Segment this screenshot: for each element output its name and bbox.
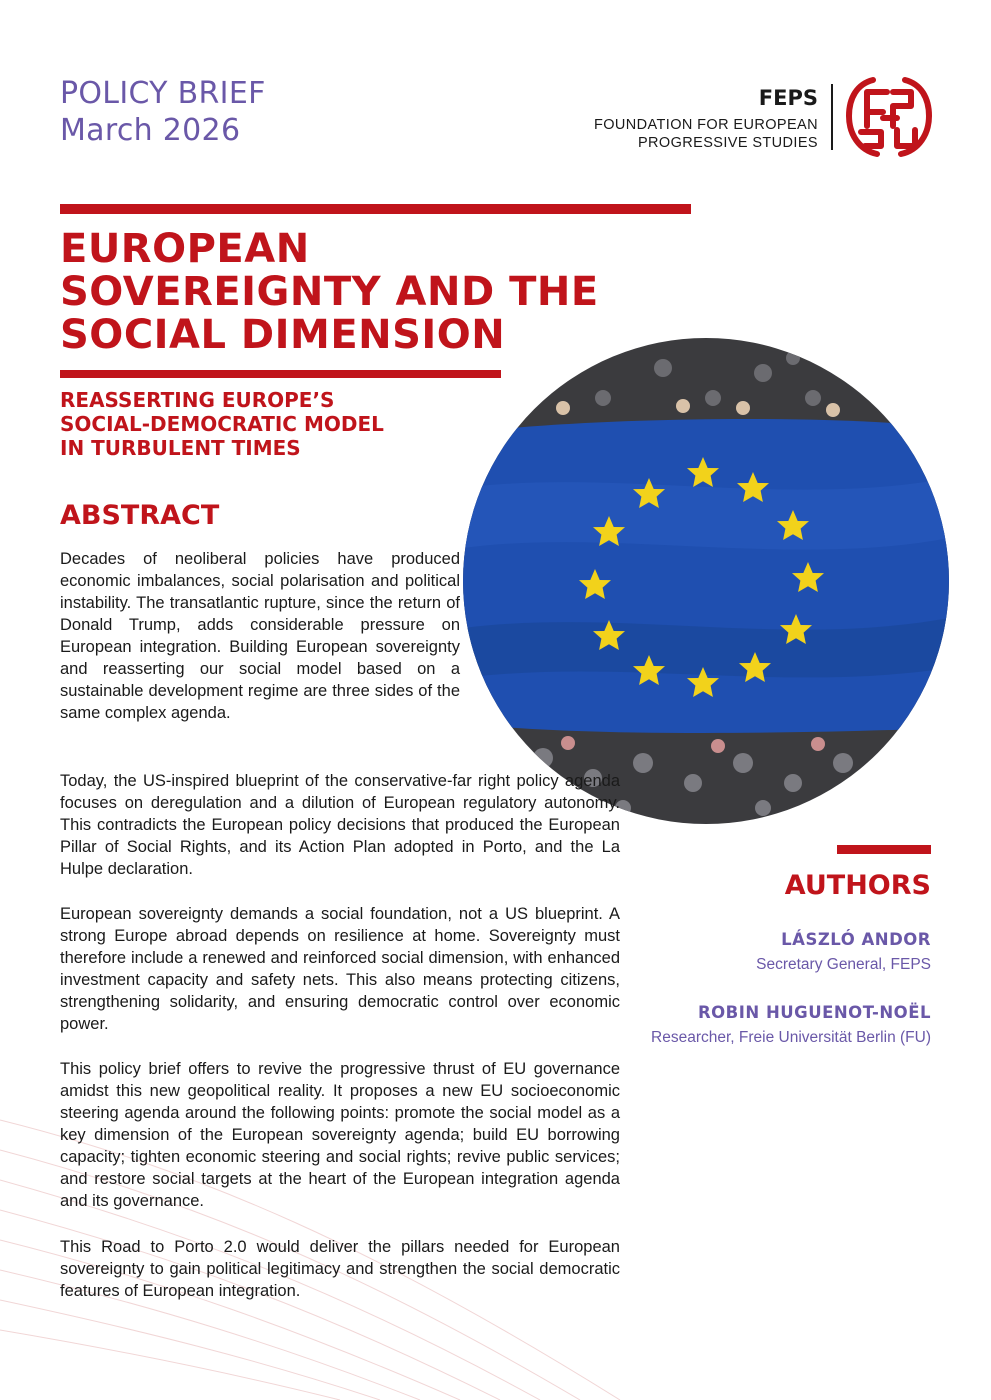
abstract-paragraph-1: Decades of neoliberal policies have produced economic imbalances, social polarisation and political instability. The transatlantic rupture, since the return of Donald Trump, adds considerable pressure on European integration. Building European sovereignty and reasserting our social model based on a sustainable development regime are three sides of the same complex agenda. xyxy=(60,550,460,722)
document-subtitle-line1: REASSERTING EUROPE’S xyxy=(60,388,335,412)
author-role-2: Researcher, Freie Universität Berlin (FU) xyxy=(651,1029,931,1046)
title-bottom-rule xyxy=(60,370,501,378)
abstract-paragraph-3: European sovereignty demands a social foundation, not a US blueprint. A strong Europe abroad depends on resilience at home. Sovereignty must therefore include a renewed and reinforced social dimension, with enhanced investment capacity and safety nets. This also means protecting citizens, strengthening solidarity, and ensuring democratic control over economic power. xyxy=(60,905,620,1033)
abstract-paragraph-4: This policy brief offers to revive the progressive thrust of EU governance amidst this new geopolitical reality. It proposes a new EU socioeconomic steering agenda around the following points: promote the social model as a key dimension of the European sovereignty agenda; build EU borrowing capacity; tighten economic steering and social rights; revive public services; and restore social targets at the heart of the European integration agenda and its governance. xyxy=(60,1060,620,1210)
publication-date: March 2026 xyxy=(60,113,241,148)
author-role-1: Secretary General, FEPS xyxy=(756,956,931,973)
document-title-line2: SOVEREIGNTY AND THE xyxy=(60,269,599,315)
abstract-paragraph-5: This Road to Porto 2.0 would deliver the pillars needed for European sovereignty to gain political legitimacy and strengthen the social democratic features of European integration. xyxy=(60,1238,620,1300)
document-title xyxy=(60,228,680,357)
abstract-paragraph-2: Today, the US-inspired blueprint of the conservative-far right policy agenda focuses on deregulation and a dilution of European regulatory autonomy. This contradicts the European policy decisions that produced the European Pillar of Social Rights, and its Action Plan adopted in Porto, and the La Hulpe declaration. xyxy=(60,772,620,878)
brief-type-label: POLICY BRIEF xyxy=(60,76,266,111)
authors-rule xyxy=(837,845,931,854)
eu-flag-illustration xyxy=(463,338,949,824)
title-top-rule xyxy=(60,204,691,214)
organization-full-name xyxy=(594,116,818,152)
eu-flag-crowd-photo xyxy=(463,338,949,824)
organization-full-name-line2: PROGRESSIVE STUDIES xyxy=(637,135,818,151)
organization-full-name-line1: FOUNDATION FOR EUROPEAN xyxy=(593,117,818,133)
organization-abbreviation: FEPS xyxy=(758,86,818,110)
author-name-2: ROBIN HUGUENOT-NOËL xyxy=(697,1003,931,1022)
document-subtitle xyxy=(60,388,480,460)
feps-seal-logo-icon xyxy=(843,72,935,160)
document-title-line3: SOCIAL DIMENSION xyxy=(60,312,506,358)
document-subtitle-line2: SOCIAL-DEMOCRATIC MODEL xyxy=(60,412,384,436)
document-subtitle-line3: IN TURBULENT TIMES xyxy=(60,436,301,460)
abstract-heading: ABSTRACT xyxy=(60,500,220,531)
document-title-line1: EUROPEAN xyxy=(60,226,310,272)
header-divider xyxy=(831,84,833,150)
organization-name-block xyxy=(594,86,818,152)
author-name-1: LÁSZLÓ ANDOR xyxy=(781,930,931,949)
authors-heading: AUTHORS xyxy=(784,870,931,901)
